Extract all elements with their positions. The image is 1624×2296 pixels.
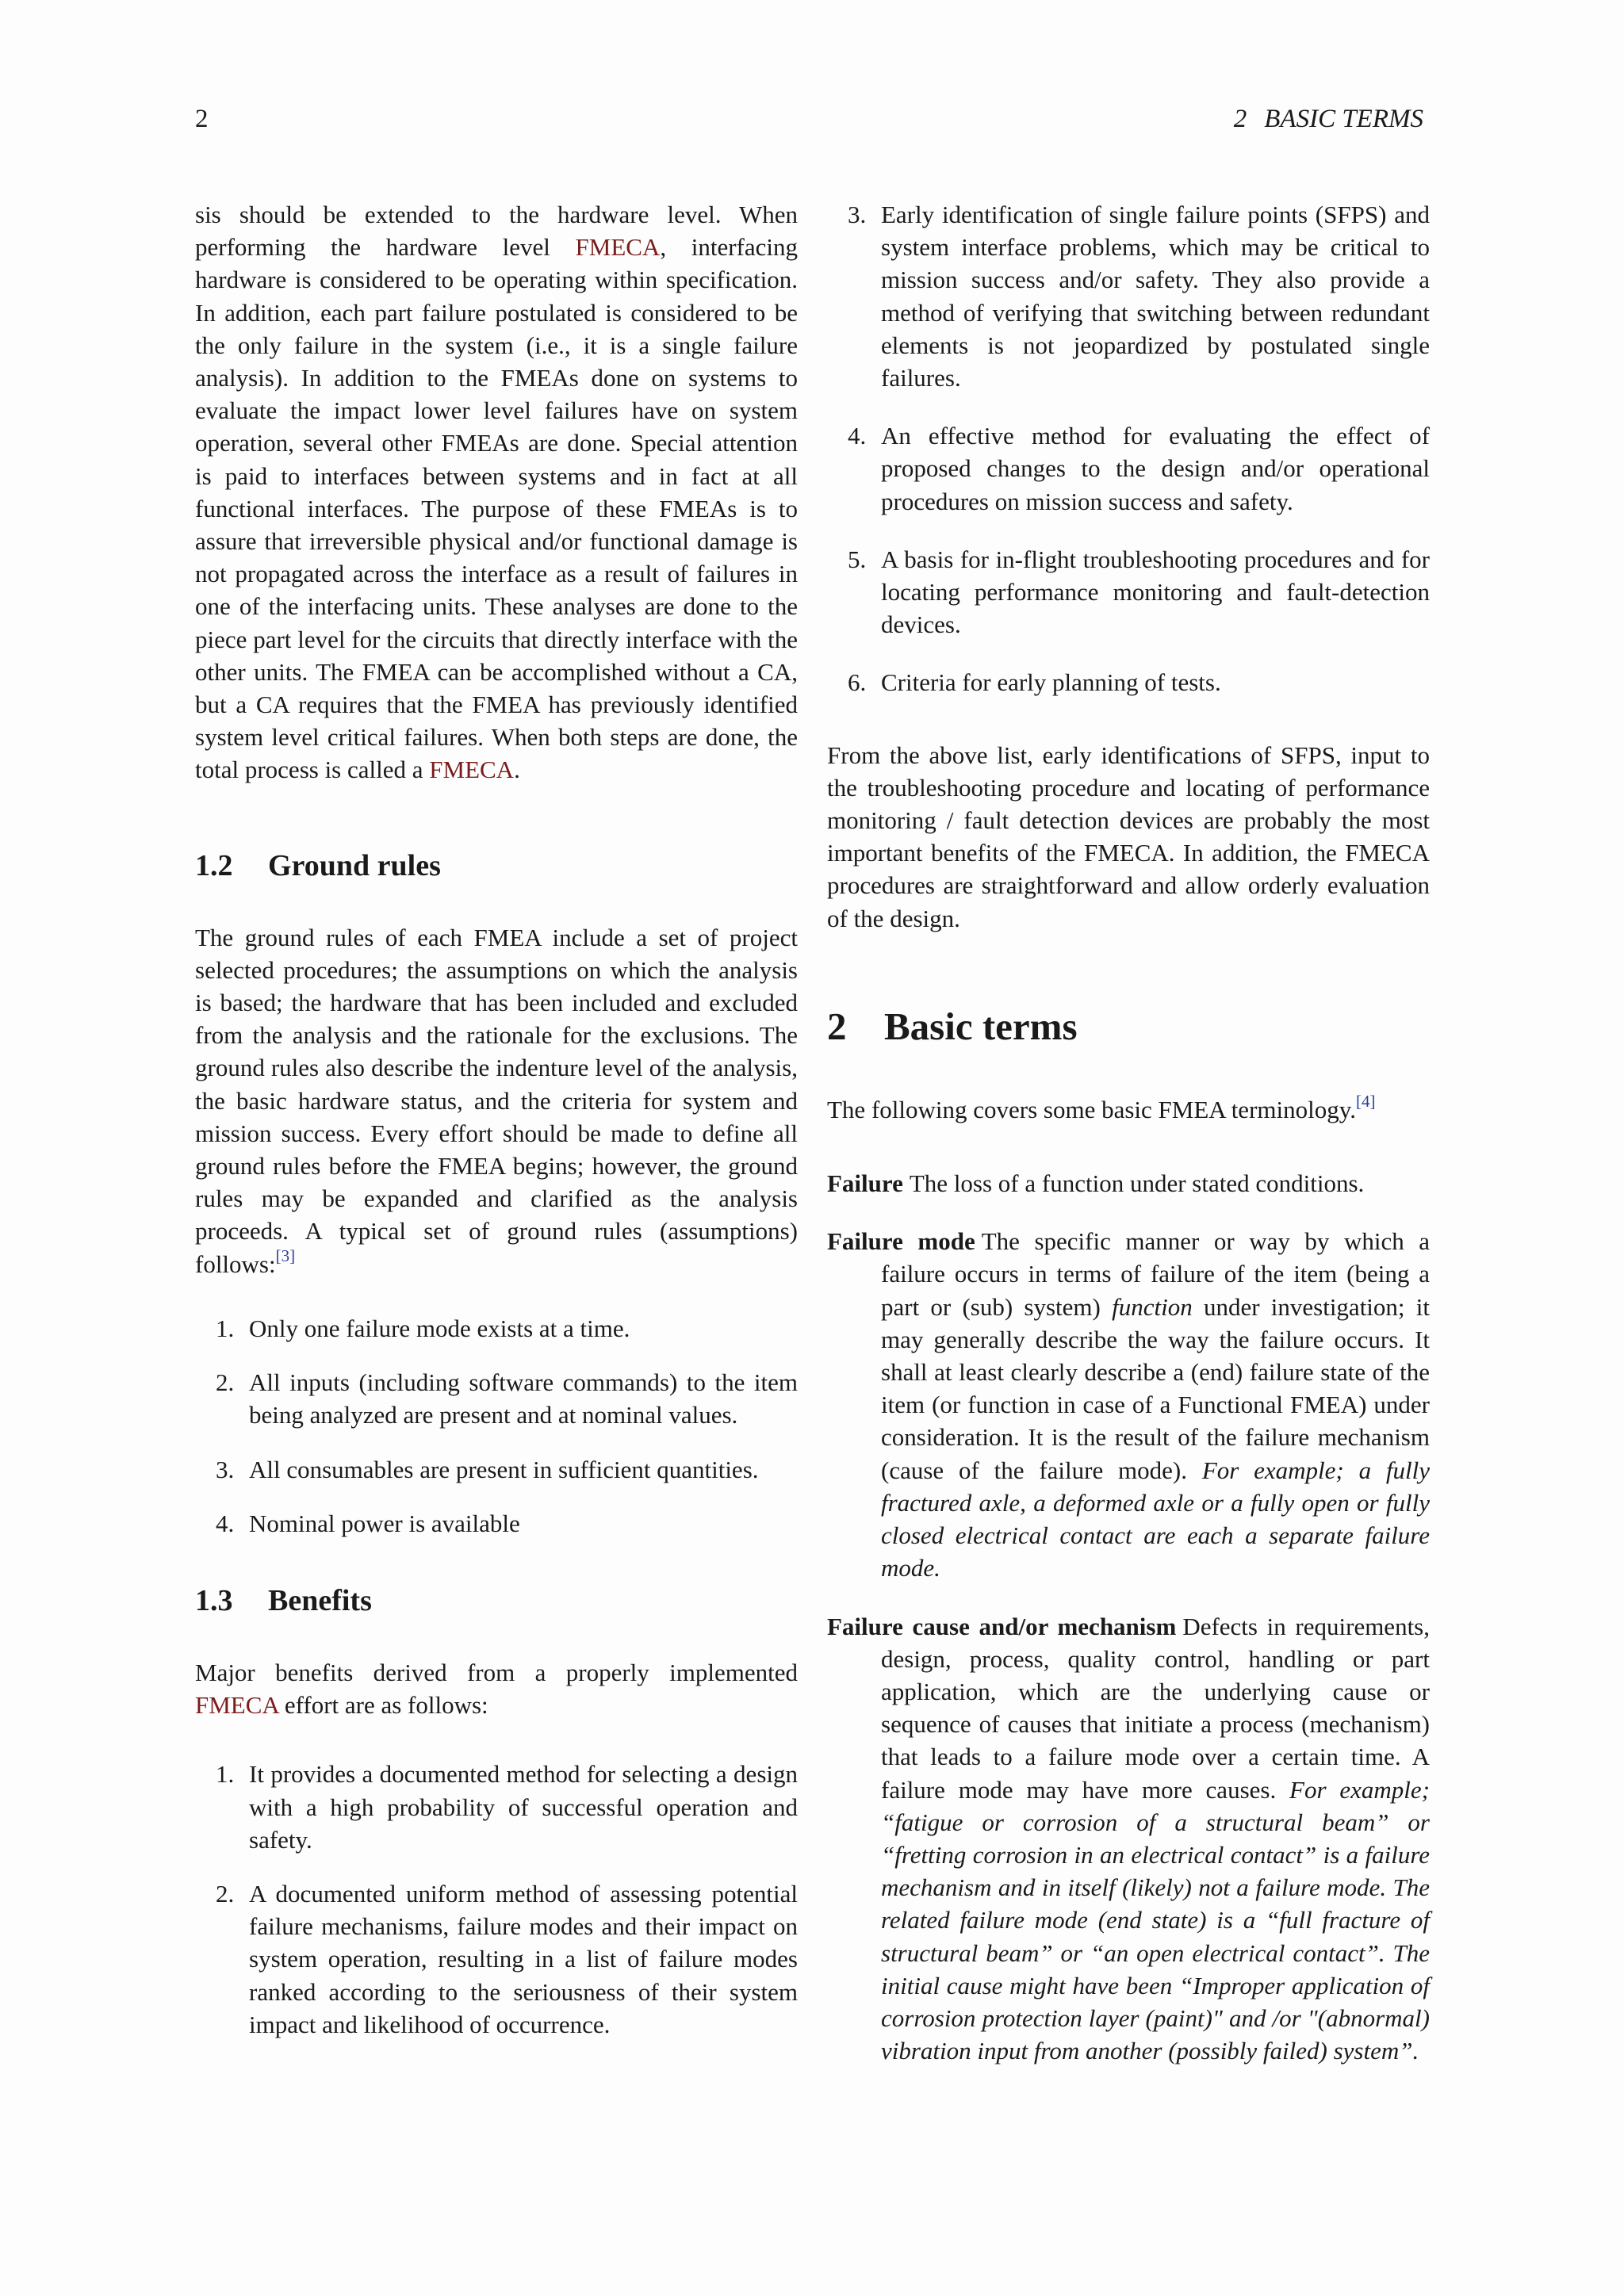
list-item: 3. Early identification of single failure points (SFPS) and system interface problems, which may be critical to mission success and/or safety. They also provide a method of verifying that switching between redundant elements is not jeopardized by postulated single failures.	[848, 201, 1430, 392]
citation-link[interactable]: [4]	[1355, 1091, 1376, 1111]
term-failure-mode: Failure mode The specific manner or way by which a failure occurs in terms of failure of the item (being a part or (sub) system) function under investigation; it may generally describe the way the failure occurs. It shall at least clearly describe a (end) failure state of the item (or function in case of a Functional FMEA) under consideration. It is the result of the failure mechanism (cause of the failure mode). For example; a fully fractured axle, a deformed axle or a fully open or fully closed electrical contact are each a separate failure mode.	[827, 1227, 1431, 1582]
term-failure-cause: Failure cause and/or mechanism Defects in requirements, design, process, quality control, handling or part application, which are the underlying cause or sequence of causes that initiate a process (mechanism) that leads to a failure mode over a certain time. A failure mode may have more causes. For example; “fatigue or corrosion of a structural beam” or “fretting corrosion in an electrical contact” is a failure mechanism and in itself (likely) not a failure mode. The related failure mode (end state) is a “full fracture of structural beam” or “an open electrical contact”. The initial cause might have been “Improper application of corrosion protection layer (paint)" and /or "(abnormal) vibration input from another (possibly failed) system”.	[827, 1612, 1430, 2065]
term-label: Failure cause and/or mechanism	[827, 1612, 1177, 1640]
left-column	[195, 198, 798, 2062]
right-column	[827, 198, 1430, 2088]
running-header-title: BASIC TERMS	[1264, 105, 1423, 133]
term-failure: Failure The loss of a function under stated conditions.	[827, 1169, 1365, 1198]
list-item: 4. Nominal power is available	[216, 1509, 520, 1537]
paragraph-benefits-summary: From the above list, early identifications of SFPS, input to the troubleshooting procedure and locating of performance monitoring / fault detection devices are probably the most important benefits of the FMECA. In addition, the FMECA procedures are straightforward and allow orderly evaluation of the design.	[827, 740, 1430, 932]
list-item: 1. Only one failure mode exists at a time.	[216, 1314, 630, 1342]
fmeca-link[interactable]: FMECA	[575, 233, 661, 262]
list-item: 2. All inputs (including software commands) to the item being analyzed are present and at nominal values.	[216, 1368, 798, 1429]
section-heading-basic-terms: 2 Basic terms	[827, 1004, 1078, 1048]
running-header-section-number: 2	[1233, 105, 1247, 133]
paragraph-benefits-intro: Major benefits derived from a properly implemented FMECA effort are as follows:	[195, 1658, 798, 1720]
citation-link[interactable]: [3]	[275, 1246, 296, 1265]
list-item: 3. All consumables are present in sufficient quantities.	[216, 1455, 759, 1483]
fmeca-link[interactable]: FMECA	[429, 756, 515, 784]
paragraph-ground-rules: The ground rules of each FMEA include a set of project selected procedures; the assumptions on which the analysis is based; the hardware that has been included and excluded from the analysis and the rationale for the exclusions. The ground rules also describe the indenture level of the analysis, the basic hardware status, and the criteria for system and mission success. Every effort should be made to define all ground rules before the FMEA begins; however, the ground rules may be expanded and clarified as the analysis proceeds. A typical set of ground rules (assumptions) follows:[3]	[195, 923, 798, 1278]
running-header	[1234, 105, 1423, 134]
list-item: 4. An effective method for evaluating the effect of proposed changes to the design and/or operational procedures on mission success and safety.	[848, 422, 1430, 515]
list-item: 2. A documented uniform method of assessing potential failure mechanisms, failure modes and their impact on system operation, resulting in a list of failure modes ranked according to the seriousness of their system impact and likelihood of occurrence.	[216, 1879, 798, 2038]
benefits-list-continued	[827, 198, 1430, 699]
ground-rules-list	[195, 1312, 798, 1540]
section-heading-ground-rules: 1.2 Ground rules	[195, 848, 441, 882]
term-label: Failure mode	[827, 1227, 975, 1256]
list-item: 6. Criteria for early planning of tests.	[848, 668, 1221, 697]
paragraph-hardware-level: sis should be extended to the hardware level. When performing the hardware level FMECA, interfacing hardware is considered to be operating within specification. In addition, each part failure postulated is considered to be the only failure in the system (i.e., it is a single failure analysis). In addition to the FMEAs done on systems to evaluate the impact lower level failures have on system operation, several other FMEAs are done. Special attention is paid to interfaces between systems and in fact at all functional interfaces. The purpose of these FMEAs is to assure that irreversible physical and/or functional damage is not propagated across the interface as a result of failures in one of the interfacing units. These analyses are done to the piece part level for the circuits that directly interface with the other units. The FMEA can be accomplished without a CA, but a CA requires that the FMEA has previously identified system level critical failures. When both steps are done, the total process is called a FMECA.	[195, 201, 798, 784]
page-number: 2	[195, 105, 209, 133]
section-heading-benefits: 1.3 Benefits	[195, 1583, 372, 1617]
list-item: 5. A basis for in-flight troubleshooting procedures and for locating performance monitoring and fault-detection devices.	[848, 545, 1430, 639]
benefits-list	[195, 1758, 798, 2041]
fmeca-link[interactable]: FMECA	[195, 1691, 279, 1720]
list-item: 1. It provides a documented method for selecting a design with a high probability of successful operation and safety.	[216, 1760, 798, 1854]
term-label: Failure	[827, 1169, 903, 1198]
paragraph-terminology-intro: The following covers some basic FMEA terminology.[4]	[827, 1091, 1376, 1123]
